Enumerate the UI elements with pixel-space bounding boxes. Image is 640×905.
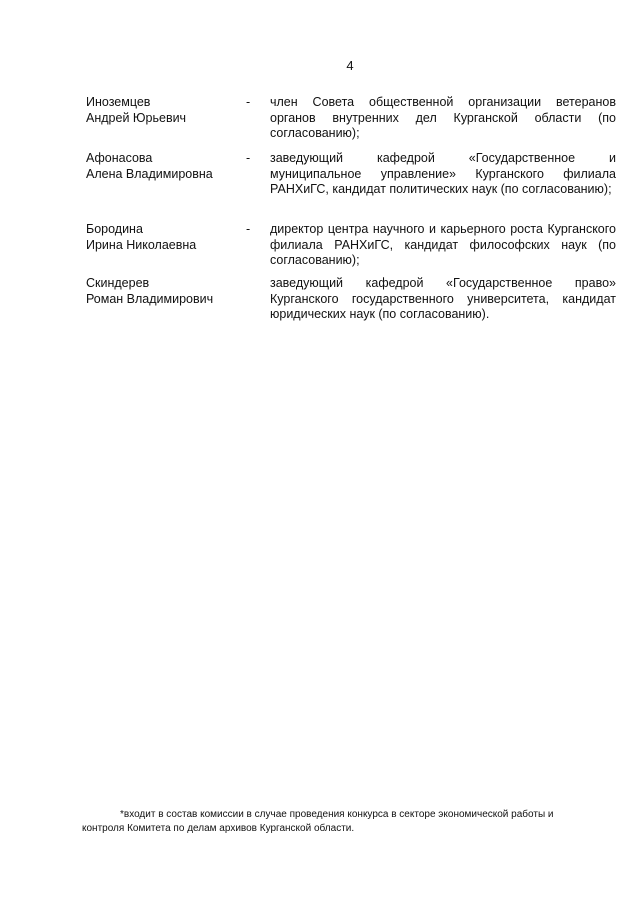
member-description: директор центра научного и карьерного роста Курганского филиала РАНХиГС, кандидат философских наук (по согласованию); (270, 222, 616, 267)
member-entry (86, 95, 616, 142)
footnote-line-2: контроля Комитета по делам архивов Курганской области. (82, 823, 355, 834)
member-name (86, 95, 246, 142)
member-surname: Иноземцев (86, 95, 151, 109)
member-description: член Совета общественной организации ветеранов органов внутренних дел Курганской области (по согласованию); (270, 95, 616, 140)
member-name (86, 276, 246, 323)
member-description: заведующий кафедрой «Государственное и муниципальное управление» Курганского филиала РАНХиГС, кандидат политических наук (по согласованию); (270, 151, 616, 196)
footnote-line-1: *входит в состав комиссии в случае проведения конкурса в секторе экономической работы и (120, 809, 554, 820)
member-surname: Бородина (86, 222, 143, 236)
footnote (82, 808, 594, 836)
member-entry (86, 222, 616, 269)
member-surname: Афонасова (86, 151, 153, 165)
member-given-name: Алена Владимировна (86, 166, 213, 181)
member-surname: Скиндерев (86, 276, 150, 290)
member-given-name: Роман Владимирович (86, 291, 214, 306)
member-dash (246, 276, 268, 323)
member-entry (86, 151, 616, 198)
member-description: заведующий кафедрой «Государственное право» Курганского государственного университета, кандидат юридических наук (по согласованию). (270, 276, 616, 321)
member-dash: - (246, 95, 251, 109)
member-given-name: Ирина Николаевна (86, 237, 197, 252)
page-number: 4 (346, 58, 354, 73)
member-entry (86, 276, 616, 323)
member-name (86, 151, 246, 198)
member-dash: - (246, 222, 251, 236)
member-name (86, 222, 246, 269)
member-given-name: Андрей Юрьевич (86, 110, 187, 125)
member-dash: - (246, 151, 251, 165)
